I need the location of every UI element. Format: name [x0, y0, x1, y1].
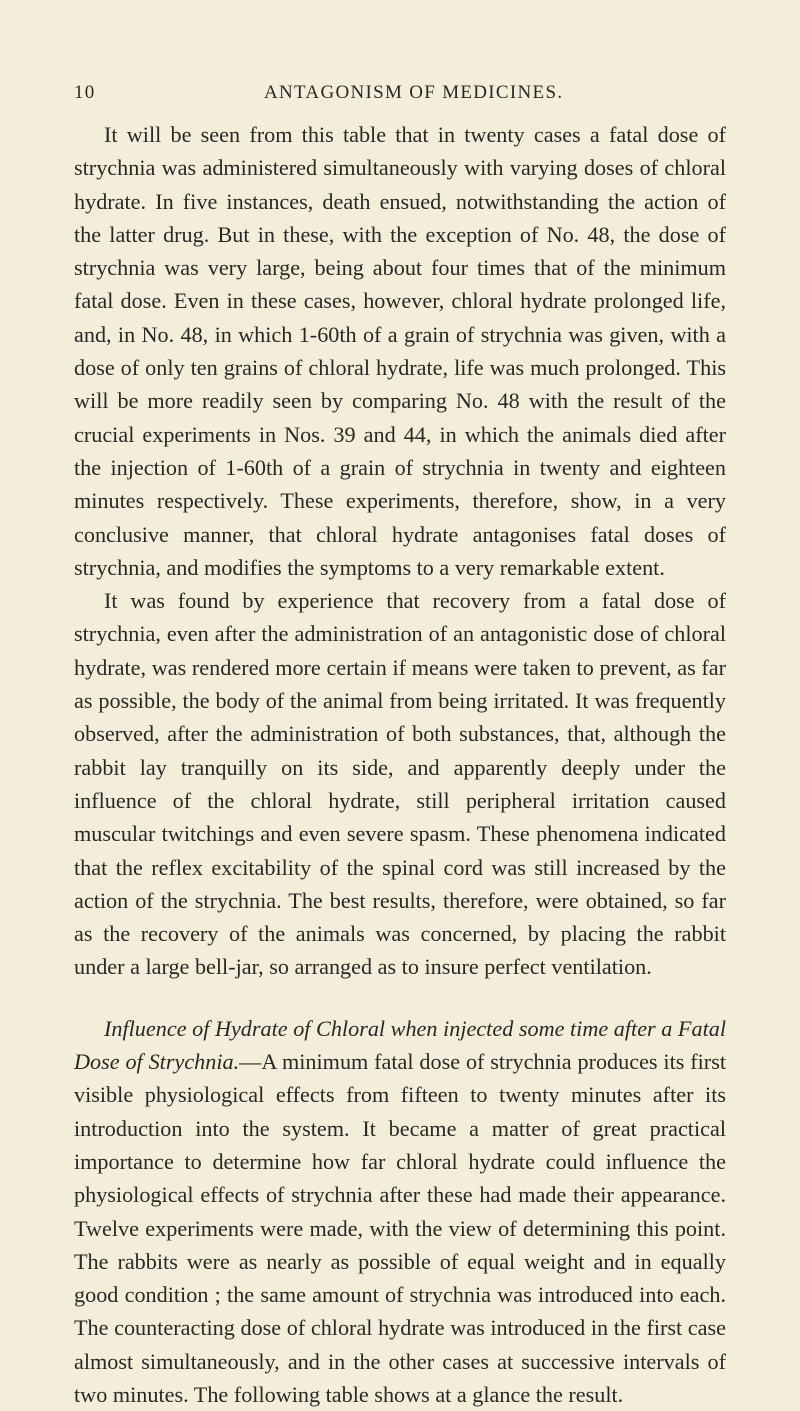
running-title: ANTAGONISM OF MEDICINES.: [264, 82, 564, 103]
body-text: [74, 118, 726, 1411]
section-text: —A minimum fatal dose of strychnia produces its first visible physiological effects from fifteen to twenty minutes after its introduction into the system. It became a matter of great practical importance to determine how far chloral hydrate could influence the physiological effects of strychnia after these had made their appearance. Twelve experiments were made, with the view of determining this point. The rabbits were as nearly as possible of equal weight and in equally good condition ; the same amount of strychnia was introduced into each. The counteracting dose of chloral hydrate was introduced in the first case almost simultaneously, and in the other cases at successive intervals of two minutes. The following table shows at a glance the result.: [74, 1049, 726, 1407]
page-number: 10: [74, 82, 96, 103]
section-gap: [74, 984, 726, 1012]
running-head: [74, 82, 726, 118]
paragraph: It was found by experience that recovery from a fatal dose of strychnia, even after the administration of an antagonistic dose of chloral hydrate, was rendered more certain if means were taken to prevent, as far as possible, the body of the animal from being irritated. It was frequently observed, after the administration of both substances, that, although the rabbit lay tranquilly on its side, and apparently deeply under the influence of the chloral hydrate, still peripheral irritation caused muscular twitchings and even severe spasm. These phenomena indicated that the reflex excitability of the spinal cord was still increased by the action of the strychnia. The best results, therefore, were obtained, so far as the recovery of the animals was concerned, by placing the rabbit under a large bell-jar, so arranged as to insure perfect ventilation.: [74, 588, 726, 980]
paragraph: It will be seen from this table that in twenty cases a fatal dose of strychnia was administered simultaneously with varying doses of chloral hydrate. In five instances, death ensued, notwithstanding the action of the latter drug. But in these, with the exception of No. 48, the dose of strychnia was very large, being about four times that of the minimum fatal dose. Even in these cases, however, chloral hydrate prolonged life, and, in No. 48, in which 1-60th of a grain of strychnia was given, with a dose of only ten grains of chloral hydrate, life was much prolonged. This will be more readily seen by comparing No. 48 with the result of the crucial experiments in Nos. 39 and 44, in which the animals died after the injection of 1-60th of a grain of strychnia in twenty and eighteen minutes respectively. These experiments, therefore, show, in a very conclusive manner, that chloral hydrate antagonises fatal doses of strychnia, and modifies the symptoms to a very remarkable extent.: [74, 122, 726, 580]
section-paragraph: [74, 1012, 726, 1411]
section-heading: Influence of Hydrate of Chloral when injected some time after a Fatal Dose of Strychnia.: [74, 1015, 726, 1075]
